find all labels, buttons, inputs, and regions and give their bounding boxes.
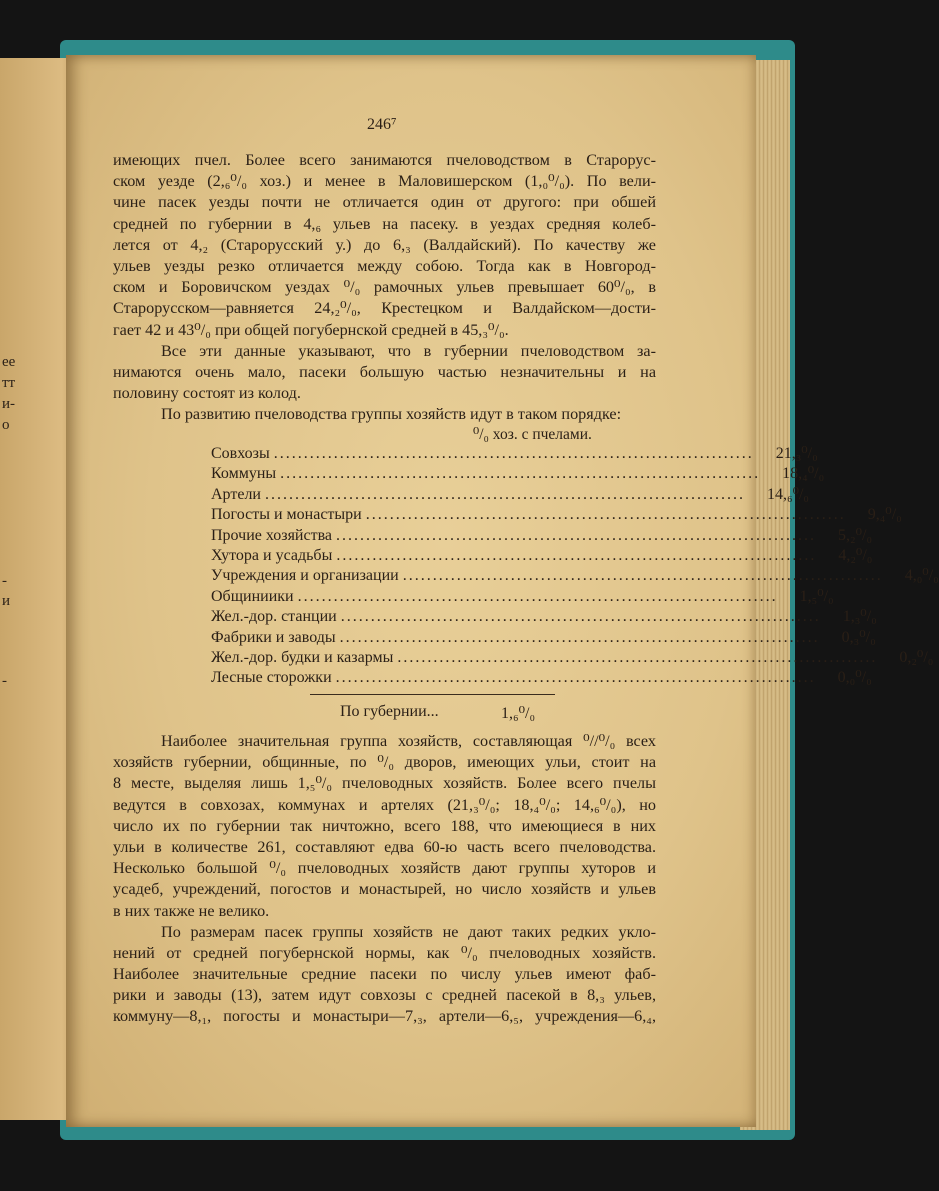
paragraph-1: [113, 150, 656, 341]
text-line: Все эти данные указывают, что в губернии пчеловодством за-: [161, 341, 656, 360]
leader-dots: ................................................................................: [335, 669, 816, 687]
row-name: Артели: [211, 485, 261, 503]
row-value: 18,₄⁰/₀: [782, 465, 825, 483]
text-line: число их по губернии так ничтожно, всего 188, что имеющиеся в них: [113, 816, 656, 835]
table-row: [211, 463, 825, 483]
left-page-text: -: [2, 573, 7, 589]
row-value: 4,₀⁰/₀: [904, 567, 939, 585]
row-value: 5,₂⁰/₀: [838, 526, 873, 544]
table-row: [211, 647, 934, 667]
row-value: 14,₆⁰/₀: [766, 485, 809, 503]
text-line: средней по губернии в 4,₆ ульев на пасеку. в уездах средняя колеб-: [113, 214, 656, 233]
leader-dots: ................................................................................: [273, 445, 754, 462]
page-number: 246⁷: [367, 116, 397, 133]
leader-dots: ................................................................................: [336, 526, 817, 544]
row-name: Лесные сторожки: [211, 669, 332, 687]
table-total-row: [340, 703, 561, 723]
table-row: [211, 667, 872, 687]
text-line: гает 42 и 43⁰/₀ при общей погубернской средней в 45,₃⁰/₀.: [113, 320, 509, 339]
text-line: Несколько большой ⁰/₀ пчеловодных хозяйств дают группы хуторов и: [113, 859, 656, 878]
total-value: 1,₆⁰/₀: [501, 705, 536, 722]
row-name: Совхозы: [211, 445, 270, 462]
leader-dots: ................................................................................: [397, 649, 878, 666]
text-line: имеющих пчел. Более всего занимаются пчеловодством в Старорус-: [113, 151, 656, 169]
row-name: Общиниики: [211, 587, 294, 605]
left-page-text: о: [2, 417, 10, 433]
text-line: в них также не велико.: [113, 901, 270, 920]
row-name: Учреждения и организации: [211, 567, 399, 585]
text-line: рики и заводы (13), затем идут совхозы с средней пасекой в 8,₃ ульев,: [113, 986, 656, 1005]
row-value: 0,₃⁰/₀: [841, 628, 876, 646]
row-value: 4,₂⁰/₀: [838, 547, 873, 564]
text-line: ульи в количестве 261, составляют едва 60-ю часть всего пчеловодства.: [113, 837, 656, 856]
table-rule: [310, 694, 555, 695]
text-line: чине пасек уезды почти не отличается один от другого: при обшей: [113, 193, 656, 212]
leader-dots: ................................................................................: [339, 628, 820, 646]
text-line: коммуну—8,₁, погосты и монастыри—7,₃, артели—6,₅, учреждения—6,₄,: [113, 1007, 656, 1026]
text-line: нимаются очень мало, пасеки большую частью незначительны и на: [113, 362, 656, 381]
row-name: Коммуны: [211, 465, 277, 483]
leader-dots: ................................................................................: [336, 547, 817, 564]
left-page-text: тт: [2, 375, 16, 391]
table-row: [211, 606, 877, 626]
table-row: [211, 484, 809, 504]
text-line: 8 месте, выделяя лишь 1,₅⁰/₀ пчеловодных хозяйств. Более всего пчелы: [113, 774, 656, 793]
leader-dots: ................................................................................: [280, 465, 761, 483]
left-page-text: и-: [2, 396, 16, 412]
row-name: Хутора и усадьбы: [211, 547, 333, 564]
paragraph-block: [113, 150, 656, 425]
text-line: ском уезде (2,₆⁰/₀ хоз.) и менее в Маловишерском (1,₀⁰/₀). По вели-: [113, 172, 656, 191]
text-line: ульев уезды резко отличается между собою. Тогда как в Новгород-: [113, 256, 656, 275]
text-line: По размерам пасек группы хозяйств не дают таких редких укло-: [161, 922, 656, 941]
table-row: [211, 627, 876, 647]
table-row: [211, 586, 834, 606]
leader-dots: ................................................................................: [365, 506, 846, 524]
row-name: Прочие хозяйства: [211, 526, 333, 544]
table-row: [211, 443, 818, 463]
row-name: Жел.-дор. станции: [211, 608, 337, 626]
text-line: половину состоят из колод.: [113, 384, 301, 403]
row-value: 0,₀⁰/₀: [837, 669, 872, 687]
leader-dots: ................................................................................: [264, 485, 745, 503]
row-value: 21,₃⁰/₀: [775, 445, 818, 462]
total-label: По губернии...: [340, 703, 439, 720]
left-page-text: ee: [2, 354, 16, 370]
left-page-text: и: [2, 593, 11, 609]
paragraph-3: По развитию пчеловодства группы хозяйств идут в таком порядке:: [161, 405, 622, 424]
leader-dots: ................................................................................: [297, 587, 778, 605]
leader-dots: ................................................................................: [402, 567, 883, 585]
paragraph-2: [113, 341, 656, 405]
text-line: ском и Боровичском уездах ⁰/₀ рамочных ульев превышает 60⁰/₀, в: [113, 278, 656, 297]
text-line: лется от 4,₂ (Старорусский у.) до 6,₃ (Валдайский). По качеству же: [113, 235, 656, 254]
table-header: ⁰/₀ хоз. с пчелами.: [473, 426, 592, 443]
row-value: 1,₅⁰/₀: [799, 587, 834, 605]
paragraph-4: [113, 731, 656, 922]
table-row: [211, 504, 902, 524]
text-line: Наиболее значительная группа хозяйств, составляющая ⁰//⁰/₀ всех: [161, 732, 656, 750]
table-row: [211, 545, 873, 565]
text-line: усадеб, учреждений, погостов и монастырей, но число хозяйств и ульев: [113, 880, 656, 899]
table-row: [211, 525, 873, 545]
text-line: Старорусском—равняется 24,₂⁰/₀, Крестецком и Валдайском—дости-: [113, 299, 656, 318]
leader-dots: ................................................................................: [340, 608, 821, 626]
row-value: 0,₂⁰/₀: [899, 649, 934, 666]
paragraph-5: [113, 922, 656, 1028]
row-name: Жел.-дор. будки и казармы: [211, 649, 394, 666]
left-page-text: -: [2, 673, 7, 689]
text-line: ведутся в совхозах, коммунах и артелях (21,₃⁰/₀; 18,₄⁰/₀; 14,₆⁰/₀), но: [113, 795, 656, 814]
paragraph-block-2: [113, 731, 656, 1028]
text-line: хозяйств губернии, общинные, по ⁰/₀ дворов, имеющих ульи, стоит на: [113, 753, 656, 772]
row-value: 1,₃⁰/₀: [842, 608, 877, 626]
text-line: Наиболее значительные средние пасеки по числу ульев имеют фаб-: [113, 965, 656, 984]
row-name: Фабрики и заводы: [211, 628, 336, 646]
table-row: [211, 565, 939, 585]
row-value: 9,₄⁰/₀: [867, 506, 902, 524]
text-line: нений от средней погубернской нормы, как ⁰/₀ пчеловодных хозяйств.: [113, 943, 656, 962]
row-name: Погосты и монастыри: [211, 506, 362, 524]
